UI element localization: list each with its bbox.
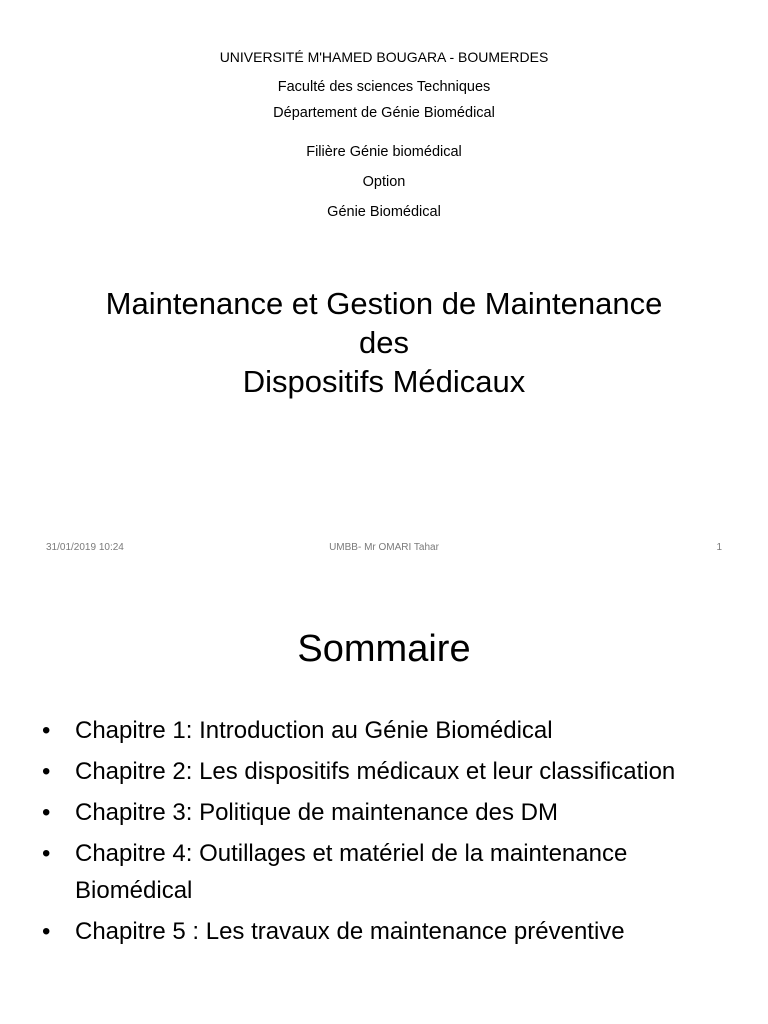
chapter-text: Chapitre 2: Les dispositifs médicaux et leur classification [75, 758, 676, 785]
university-name: UNIVERSITÉ M'HAMED BOUGARA - BOUMERDES [219, 49, 549, 65]
footer-page-number: 1 [716, 542, 722, 553]
department-name: Département de Génie Biomédical [273, 105, 495, 121]
list-item [42, 753, 732, 790]
chapter-text: Chapitre 3: Politique de maintenance des DM [75, 799, 558, 826]
chapter-text: Chapitre 4: Outillages et matériel de la maintenance Biomédical [75, 840, 628, 904]
list-item [42, 913, 732, 950]
chapter-list [42, 712, 732, 954]
list-item [42, 794, 732, 831]
summary-title: Sommaire [297, 628, 471, 670]
footer-date: 31/01/2019 10:24 [46, 542, 124, 553]
course-title-line: Dispositifs Médicaux [242, 364, 526, 399]
list-item [42, 835, 732, 909]
bullet-icon: • [42, 918, 51, 945]
bullet-icon: • [42, 717, 51, 744]
list-item [42, 712, 732, 749]
chapter-text: Chapitre 1: Introduction au Génie Biomédical [75, 717, 553, 744]
filiere-name: Filière Génie biomédical [306, 144, 462, 160]
option-label: Option [362, 174, 406, 190]
bullet-icon: • [42, 799, 51, 826]
course-title [0, 284, 768, 401]
course-title-line: Maintenance et Gestion de Maintenance [105, 286, 663, 321]
summary-slide [0, 572, 768, 1024]
course-title-line: des [359, 325, 409, 360]
option-value: Génie Biomédical [327, 204, 441, 220]
chapter-text: Chapitre 5 : Les travaux de maintenance préventive [75, 918, 625, 945]
bullet-icon: • [42, 840, 51, 867]
footer-author: UMBB- Mr OMARI Tahar [329, 542, 439, 553]
bullet-icon: • [42, 758, 51, 785]
faculty-name: Faculté des sciences Techniques [277, 79, 491, 95]
